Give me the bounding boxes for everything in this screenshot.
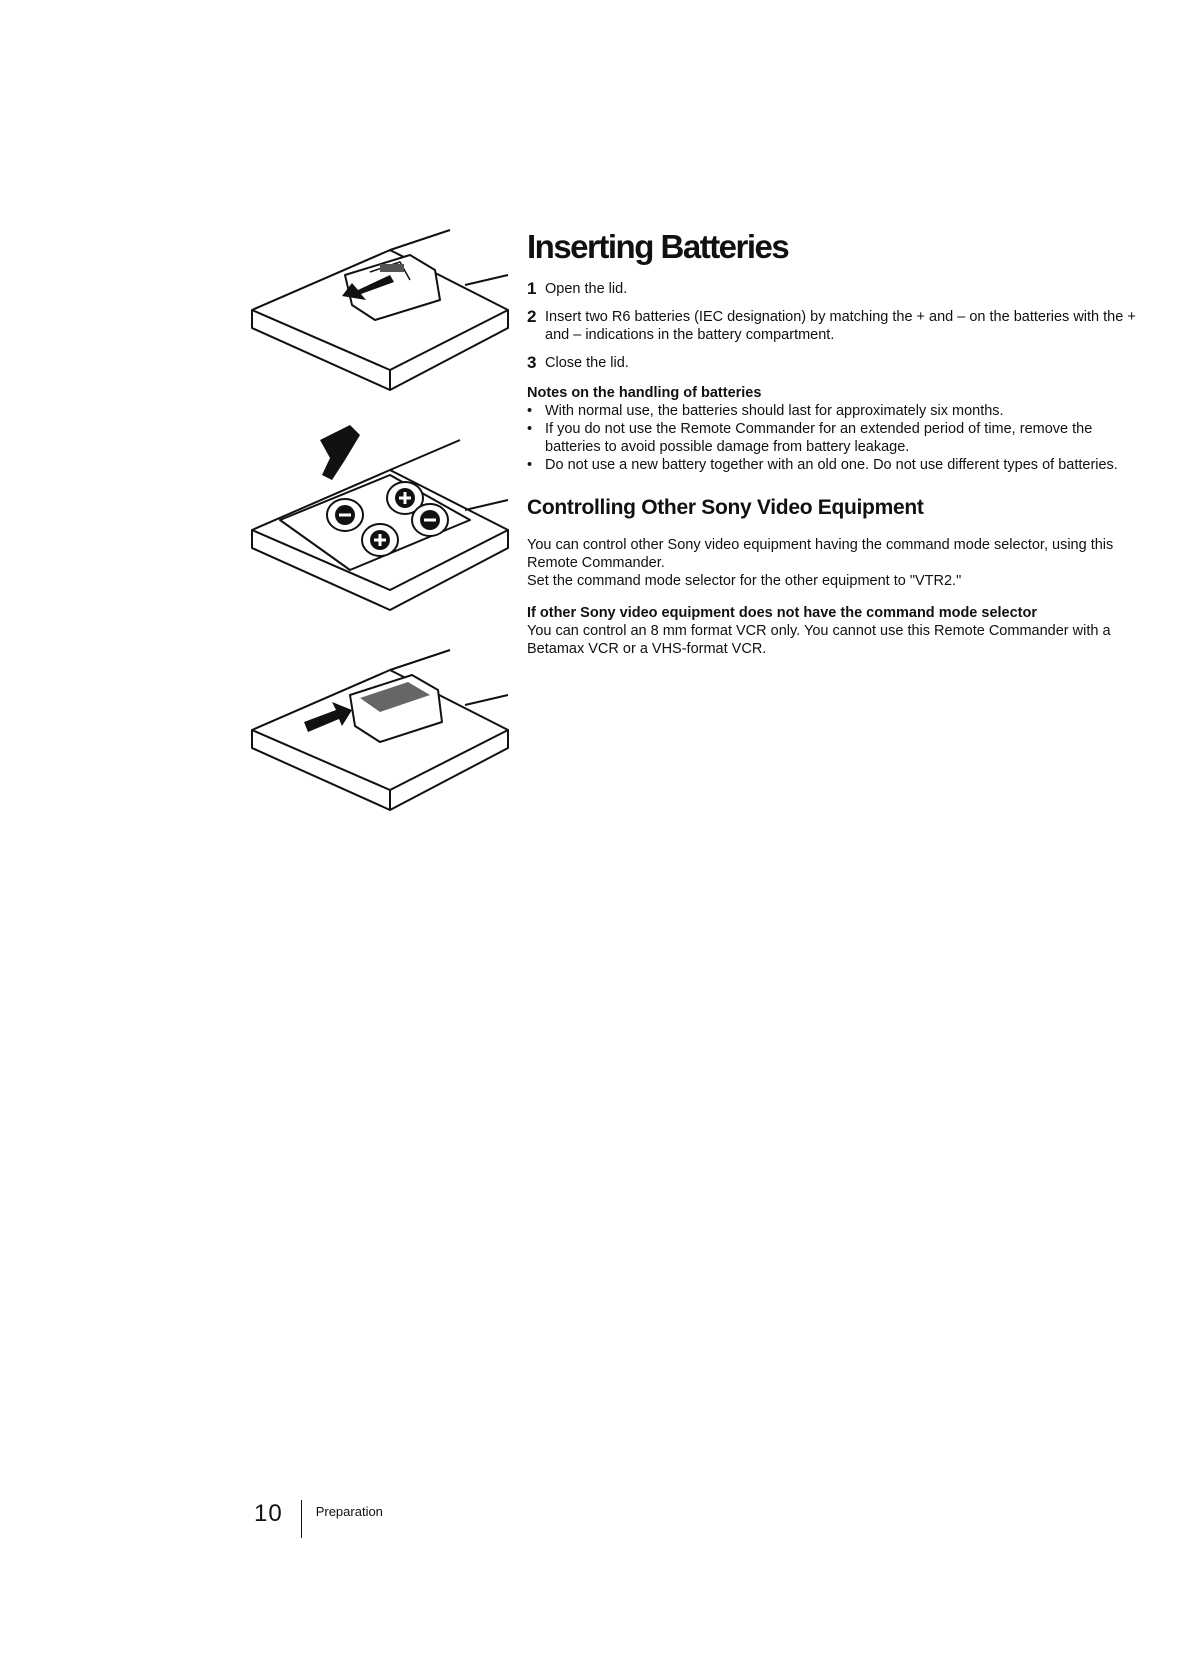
- step-3: [527, 354, 1137, 372]
- section-paragraph: Set the command mode selector for the other equipment to "VTR2.": [527, 573, 962, 589]
- section-paragraph: You can control other Sony video equipment having the command mode selector, using this Remote Commander.: [527, 537, 1114, 571]
- open-lid-illustration: [240, 220, 520, 400]
- main-content: [527, 228, 1137, 658]
- step-number: 1: [527, 279, 537, 298]
- page-footer: [254, 1500, 383, 1538]
- close-lid-illustration: [240, 640, 520, 820]
- section-heading: Controlling Other Sony Video Equipment: [527, 496, 924, 519]
- battery-compartment-illustration: [240, 420, 520, 620]
- step-2: [527, 308, 1137, 344]
- step-text: Insert two R6 batteries (IEC designation) by matching the + and – on the batteries with the + and – indications in the battery compartment.: [545, 309, 1136, 343]
- step-text: Close the lid.: [545, 355, 629, 371]
- step-number: 3: [527, 353, 537, 372]
- page-title: Inserting Batteries: [527, 228, 789, 265]
- section-subheading: If other Sony video equipment does not have the command mode selector: [527, 605, 1038, 621]
- notes-heading: Notes on the handling of batteries: [527, 385, 762, 401]
- section-name: Preparation: [315, 1504, 383, 1519]
- page-number: 10: [254, 1500, 283, 1527]
- section-paragraph: You can control an 8 mm format VCR only. You cannot use this Remote Commander with a Betamax VCR or a VHS-format VCR.: [527, 623, 1111, 657]
- footer-divider: [301, 1500, 302, 1538]
- step-number: 2: [527, 307, 537, 326]
- notes-list: [527, 402, 1137, 474]
- step-1: [527, 280, 1137, 298]
- note-item: • Do not use a new battery together with an old one. Do not use different types of batteries.: [527, 456, 1137, 474]
- note-item: • With normal use, the batteries should last for approximately six months.: [527, 402, 1137, 420]
- note-item: • If you do not use the Remote Commander for an extended period of time, remove the batteries to avoid possible damage from battery leakage.: [527, 420, 1137, 456]
- step-text: Open the lid.: [545, 281, 628, 297]
